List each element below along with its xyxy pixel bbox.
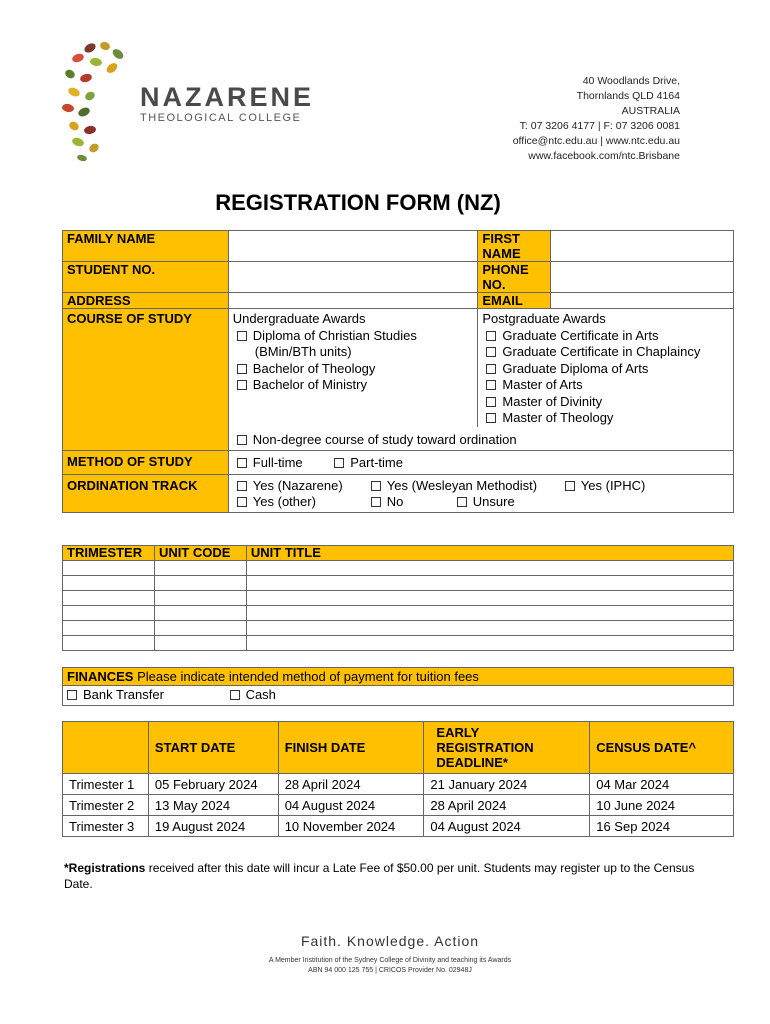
checkbox-icon: [486, 331, 496, 341]
early-deadline: 04 August 2024: [424, 816, 590, 837]
non-degree-cell: [228, 427, 733, 451]
table-row: [63, 591, 734, 606]
email-field[interactable]: [551, 293, 734, 309]
unit-title-cell[interactable]: [246, 621, 733, 636]
table-row: [63, 816, 734, 837]
checkbox-icon: [237, 380, 247, 390]
part-time-option[interactable]: Part-time: [306, 455, 403, 472]
late-fee-note: *Registrations received after this date will incur a Late Fee of $50.00 per unit. Students may register up to the Census Date.: [64, 861, 695, 891]
unit-title-cell[interactable]: [246, 576, 733, 591]
finances-instruction: Please indicate intended method of payment for tuition fees: [137, 669, 479, 684]
ordination-option-wesleyan[interactable]: Yes (Wesleyan Methodist): [367, 478, 537, 495]
unit-code-header: UNIT CODE: [154, 546, 246, 561]
start-date: 13 May 2024: [148, 795, 278, 816]
trimester-cell[interactable]: [63, 606, 155, 621]
ordination-option-no[interactable]: No: [367, 494, 404, 511]
address-line: Thornlands QLD 4164: [576, 90, 680, 102]
early-registration-header: EARLY REGISTRATION DEADLINE*: [424, 722, 590, 774]
start-date: 05 February 2024: [148, 774, 278, 795]
email-web-line: office@ntc.edu.au | www.ntc.edu.au: [512, 135, 680, 147]
table-row: [63, 576, 734, 591]
table-row: [63, 621, 734, 636]
postgrad-option-ma[interactable]: Master of Arts: [482, 377, 729, 394]
trimester-cell[interactable]: [63, 561, 155, 576]
method-of-study-label: METHOD OF STUDY: [63, 451, 229, 475]
form-title: REGISTRATION FORM (NZ): [215, 190, 501, 215]
trimester-cell[interactable]: [63, 621, 155, 636]
trimester-name: Trimester 1: [63, 774, 149, 795]
bank-transfer-option[interactable]: Bank Transfer: [67, 687, 164, 704]
trimester-dates-table: [62, 721, 734, 837]
postgrad-heading: Postgraduate Awards: [482, 311, 606, 326]
address-line: AUSTRALIA: [621, 105, 680, 117]
non-degree-option[interactable]: Non-degree course of study toward ordination: [233, 432, 729, 449]
checkbox-icon: [457, 497, 467, 507]
checkbox-icon: [565, 481, 575, 491]
college-name: NAZARENE: [140, 82, 315, 112]
checkbox-icon: [486, 413, 496, 423]
unit-title-cell[interactable]: [246, 606, 733, 621]
family-name-label: FAMILY NAME: [63, 231, 229, 262]
table-row: [63, 606, 734, 621]
trimester-header: TRIMESTER: [63, 546, 155, 561]
table-row: [63, 795, 734, 816]
email-label: EMAIL: [478, 293, 551, 309]
checkbox-icon: [237, 364, 247, 374]
table-row: [63, 774, 734, 795]
address-line: 40 Woodlands Drive,: [582, 75, 680, 87]
first-name-label: FIRST NAME: [478, 231, 551, 262]
phone-no-label: PHONE NO.: [478, 262, 551, 293]
ordination-option-iphc[interactable]: Yes (IPHC): [561, 478, 646, 495]
college-logo: [60, 40, 320, 165]
dates-corner-cell: [63, 722, 149, 774]
address-field[interactable]: [228, 293, 478, 309]
footer-membership: A Member Institution of the Sydney College of Divinity and teaching its Awards: [268, 957, 512, 964]
student-details-table: [62, 230, 734, 513]
ordination-option-nazarene[interactable]: Yes (Nazarene): [233, 478, 343, 495]
checkbox-icon: [237, 481, 247, 491]
ordination-track-cell: [228, 475, 733, 513]
start-date: 19 August 2024: [148, 816, 278, 837]
undergrad-heading: Undergraduate Awards: [232, 311, 366, 326]
checkbox-icon: [486, 380, 496, 390]
checkbox-icon: [237, 497, 247, 507]
postgrad-option-gcert-chaplaincy[interactable]: Graduate Certificate in Chaplaincy: [482, 344, 729, 361]
facebook-line: www.facebook.com/ntc.Brisbane: [528, 150, 680, 162]
table-row: [63, 561, 734, 576]
checkbox-icon: [237, 435, 247, 445]
unit-title-header: UNIT TITLE: [246, 546, 733, 561]
census-date: 04 Mar 2024: [590, 774, 734, 795]
finances-label: FINANCES: [67, 669, 134, 684]
trimester-cell[interactable]: [63, 576, 155, 591]
checkbox-icon: [334, 458, 344, 468]
contact-block: [513, 74, 680, 164]
checkbox-icon: [486, 347, 496, 357]
census-date: 16 Sep 2024: [590, 816, 734, 837]
finish-date: 04 August 2024: [278, 795, 424, 816]
table-row: [63, 636, 734, 651]
finances-table: [62, 667, 734, 706]
finish-date: 10 November 2024: [278, 816, 424, 837]
unit-title-cell[interactable]: [246, 636, 733, 651]
unit-title-cell[interactable]: [246, 591, 733, 606]
unit-code-cell[interactable]: [154, 591, 246, 606]
finish-date: 28 April 2024: [278, 774, 424, 795]
census-date: 10 June 2024: [590, 795, 734, 816]
footer: [0, 956, 770, 976]
early-deadline: 28 April 2024: [424, 795, 590, 816]
trimester-cell[interactable]: [63, 636, 155, 651]
ordination-track-label: ORDINATION TRACK: [63, 475, 229, 513]
postgrad-option-mth[interactable]: Master of Theology: [482, 410, 729, 427]
unit-code-cell[interactable]: [154, 636, 246, 651]
phone-no-field[interactable]: [551, 262, 734, 293]
payment-method-cell: [63, 686, 734, 706]
finish-date-header: FINISH DATE: [278, 722, 424, 774]
units-table: [62, 545, 734, 651]
undergrad-awards-cell: [228, 309, 478, 427]
postgrad-option-gdip-arts[interactable]: Graduate Diploma of Arts: [482, 361, 729, 378]
college-motto: Faith. Knowledge. Action: [300, 933, 480, 949]
method-of-study-cell: [228, 451, 733, 475]
ordination-option-other[interactable]: Yes (other): [233, 494, 316, 511]
unit-code-cell[interactable]: [154, 576, 246, 591]
undergrad-option-diploma[interactable]: Diploma of Christian Studies: [233, 328, 474, 345]
checkbox-icon: [237, 331, 247, 341]
finances-header: [63, 668, 734, 686]
unit-code-cell[interactable]: [154, 561, 246, 576]
trimester-name: Trimester 3: [63, 816, 149, 837]
census-date-header: CENSUS DATE^: [590, 722, 734, 774]
unit-code-cell[interactable]: [154, 606, 246, 621]
undergrad-option-bth[interactable]: Bachelor of Theology: [233, 361, 474, 378]
trimester-name: Trimester 2: [63, 795, 149, 816]
checkbox-icon: [371, 497, 381, 507]
postgrad-option-mdiv[interactable]: Master of Divinity: [482, 394, 729, 411]
checkbox-icon: [486, 364, 496, 374]
checkbox-icon: [237, 458, 247, 468]
footer-abn: ABN 94 000 125 755 | CRICOS Provider No. 02948J: [308, 967, 472, 974]
full-time-option[interactable]: Full-time: [233, 455, 303, 472]
undergrad-option-bmin[interactable]: Bachelor of Ministry: [233, 377, 474, 394]
address-label: ADDRESS: [63, 293, 229, 309]
checkbox-icon: [67, 690, 77, 700]
unit-title-cell[interactable]: [246, 561, 733, 576]
student-no-label: STUDENT NO.: [63, 262, 229, 293]
phone-fax-line: T: 07 3206 4177 | F: 07 3206 0081: [519, 120, 680, 132]
leaf-mosaic-icon: [60, 40, 140, 165]
postgrad-option-gcert-arts[interactable]: Graduate Certificate in Arts: [482, 328, 729, 345]
undergrad-option-diploma-note: (BMin/BTh units): [254, 344, 352, 359]
cash-option[interactable]: Cash: [168, 687, 276, 704]
student-no-field[interactable]: [228, 262, 478, 293]
college-subtitle: THEOLOGICAL COLLEGE: [140, 112, 302, 124]
trimester-cell[interactable]: [63, 591, 155, 606]
early-deadline: 21 January 2024: [424, 774, 590, 795]
family-name-field[interactable]: [228, 231, 478, 262]
postgrad-awards-cell: [478, 309, 734, 427]
start-date-header: START DATE: [148, 722, 278, 774]
unit-code-cell[interactable]: [154, 621, 246, 636]
checkbox-icon: [230, 690, 240, 700]
first-name-field[interactable]: [551, 231, 734, 262]
course-of-study-label: COURSE OF STUDY: [63, 309, 229, 451]
checkbox-icon: [486, 397, 496, 407]
checkbox-icon: [371, 481, 381, 491]
ordination-option-unsure[interactable]: Unsure: [453, 494, 515, 511]
